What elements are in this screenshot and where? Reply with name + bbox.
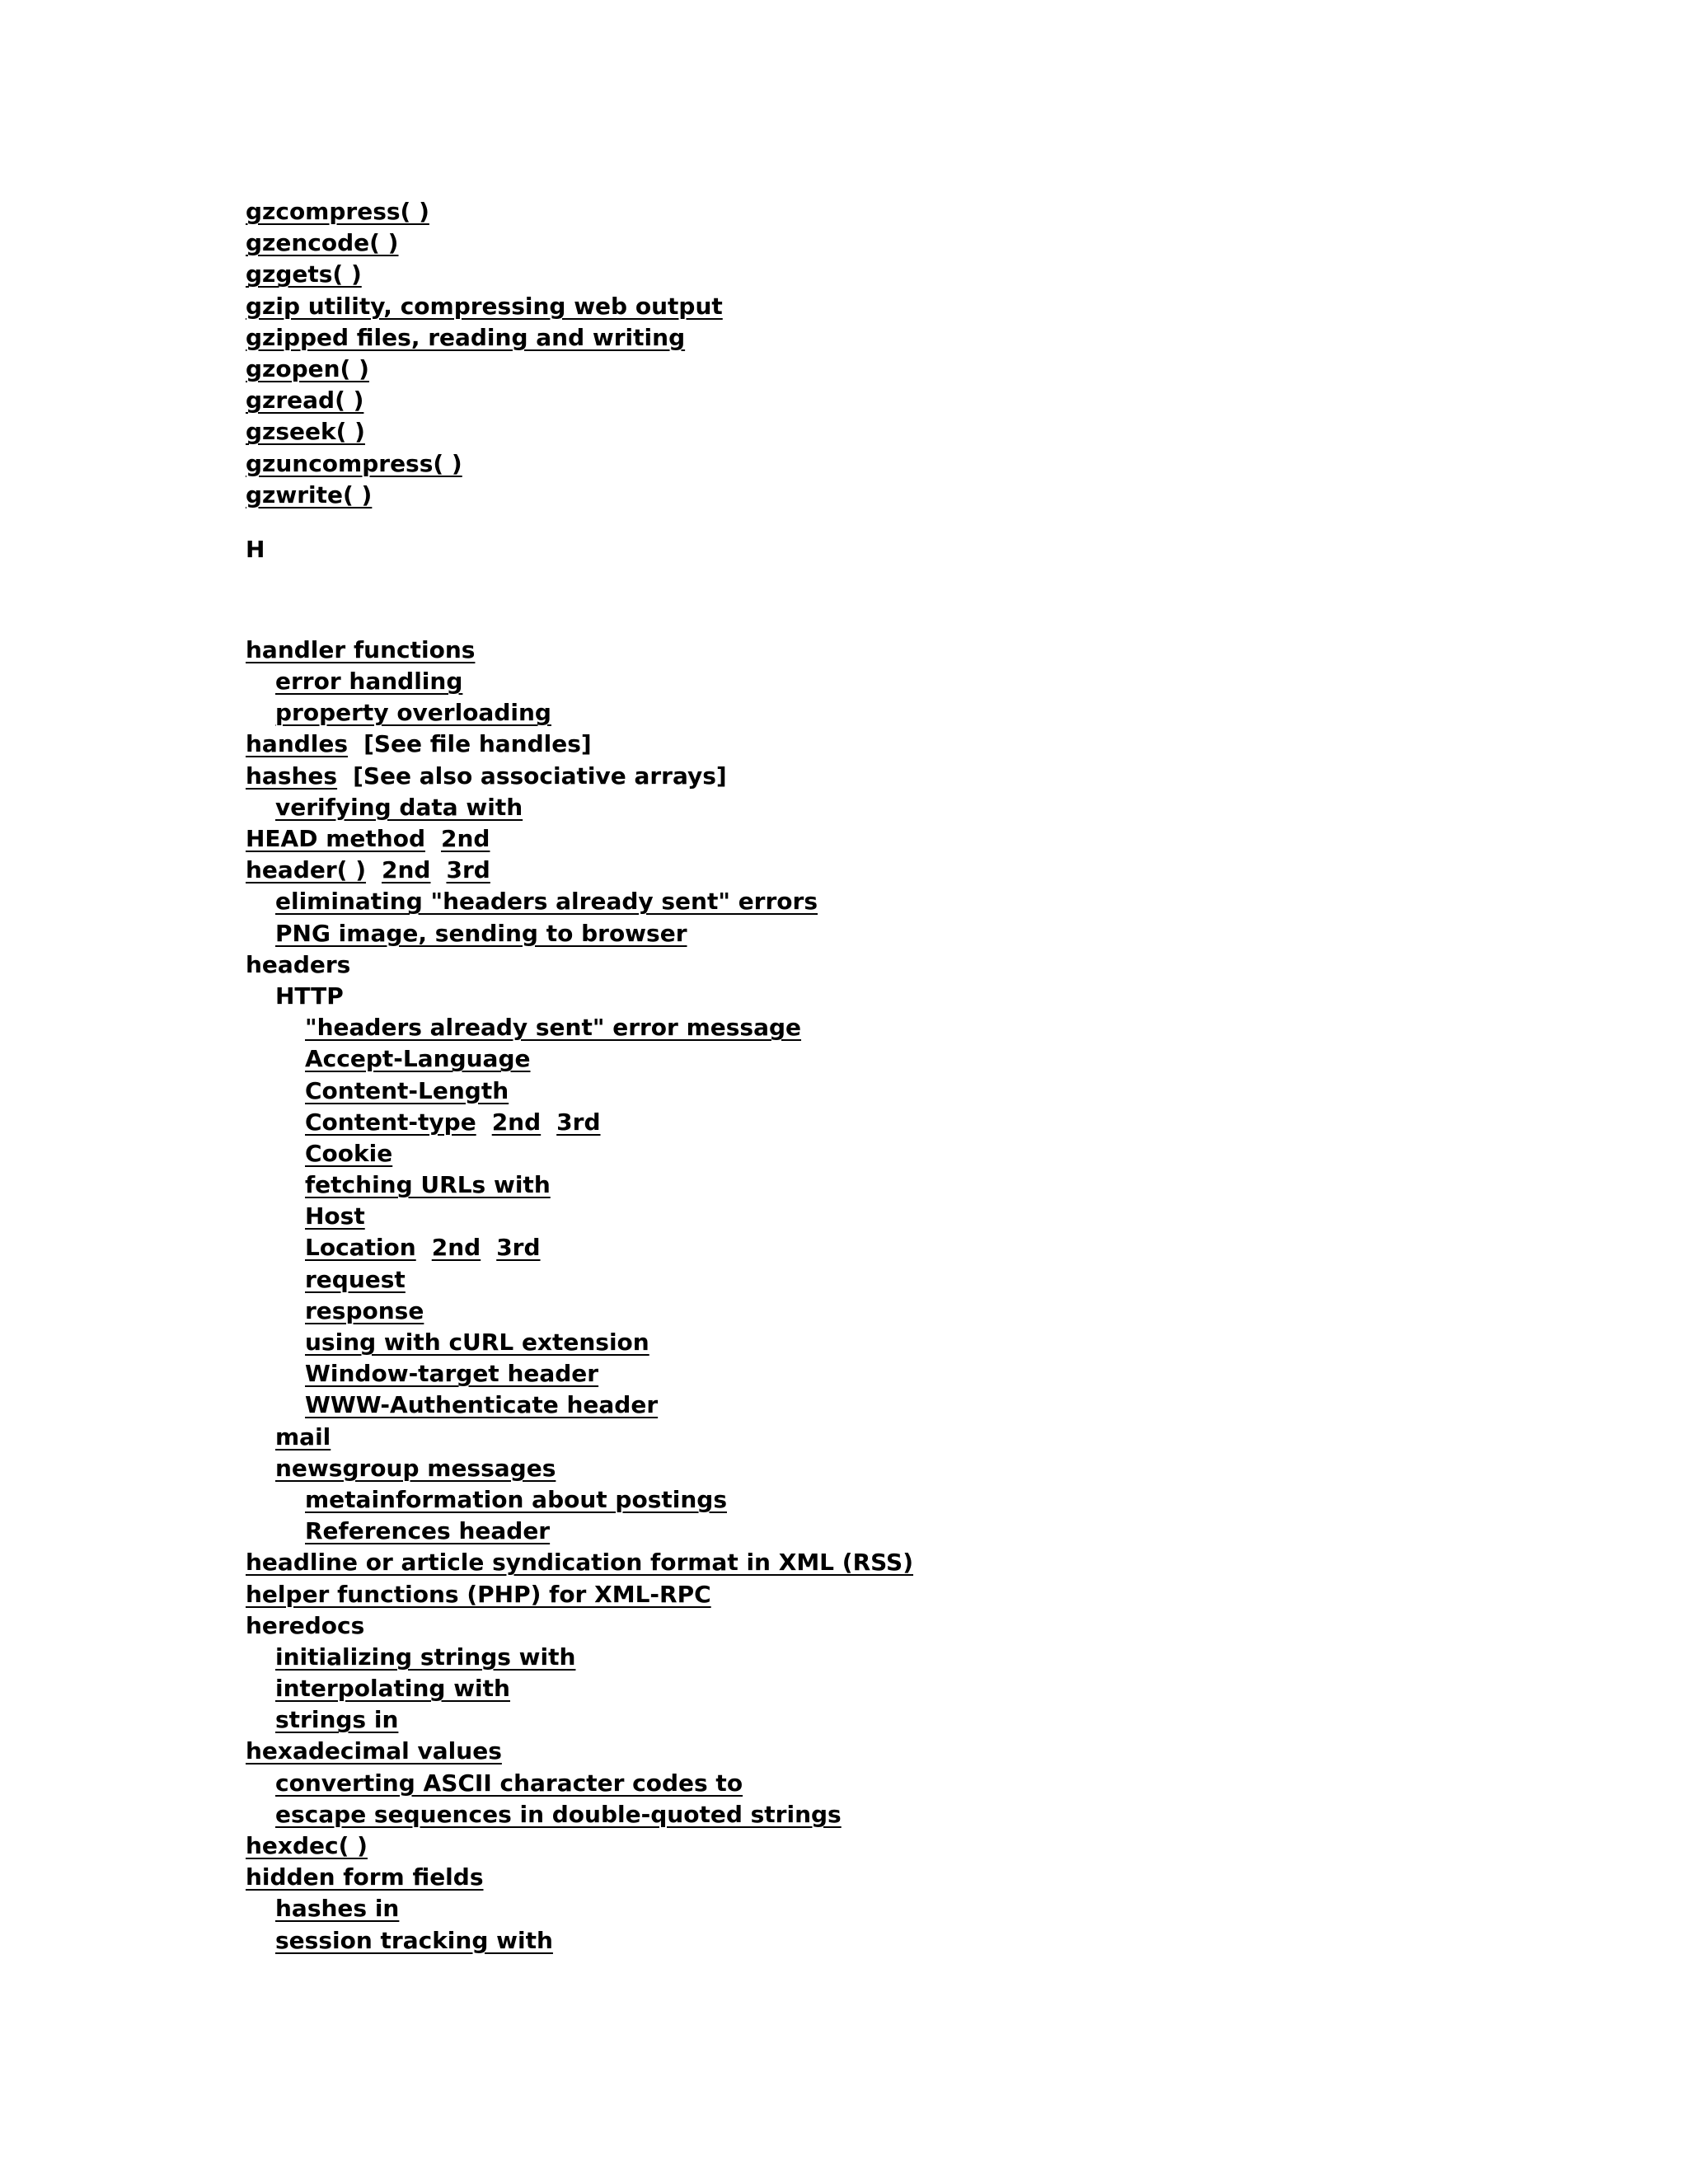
index-link-png-image-sending-to-browser[interactable]: PNG image, sending to browser <box>275 919 687 947</box>
index-link-www-authenticate-header[interactable]: WWW-Authenticate header <box>305 1391 659 1419</box>
index-entry <box>246 823 1647 855</box>
index-link-mail[interactable]: mail <box>275 1422 331 1451</box>
index-entry <box>246 259 1647 290</box>
index-link-verifying-data-with[interactable]: verifying data with <box>275 793 523 821</box>
index-link-cookie[interactable]: Cookie <box>305 1139 393 1167</box>
index-link-hexadecimal-values[interactable]: hexadecimal values <box>246 1737 502 1765</box>
index-list-h <box>246 635 1647 1957</box>
index-link-gzread[interactable]: gzread( ) <box>246 387 364 415</box>
index-link-location[interactable]: Location <box>305 1234 416 1262</box>
index-term-heredocs: heredocs <box>246 1611 365 1639</box>
index-entry <box>246 1453 1647 1484</box>
index-entry <box>246 1484 1647 1516</box>
index-link-newsgroup-messages[interactable]: newsgroup messages <box>275 1454 556 1482</box>
section-spacer <box>246 565 1647 635</box>
index-entry <box>246 1830 1647 1862</box>
index-entry <box>246 1358 1647 1390</box>
index-entry <box>246 196 1647 227</box>
occurrence-link-2nd[interactable]: 2nd <box>431 1234 481 1262</box>
index-entry <box>246 1736 1647 1767</box>
section-spacer <box>246 511 1647 534</box>
index-link-handler-functions[interactable]: handler functions <box>246 635 476 663</box>
index-link-converting-ascii-character-codes-to[interactable]: converting ASCII character codes to <box>275 1769 743 1797</box>
occurrence-link-3rd[interactable]: 3rd <box>556 1108 601 1136</box>
index-entry <box>246 981 1647 1012</box>
index-link-headers-already-sent-error-message[interactable]: "headers already sent" error message <box>305 1014 802 1042</box>
index-entry <box>246 480 1647 511</box>
index-entry <box>246 1893 1647 1924</box>
index-entry <box>246 729 1647 760</box>
index-link-hexdec[interactable]: hexdec( ) <box>246 1832 368 1859</box>
index-link-host[interactable]: Host <box>305 1202 365 1230</box>
index-entry <box>246 1925 1647 1957</box>
index-entry <box>246 1673 1647 1704</box>
index-entry <box>246 1138 1647 1169</box>
index-entry <box>246 385 1647 416</box>
index-entry <box>246 1012 1647 1043</box>
index-entry <box>246 855 1647 886</box>
index-entry <box>246 1201 1647 1232</box>
index-entry <box>246 322 1647 354</box>
index-entry <box>246 1799 1647 1830</box>
index-link-gzgets[interactable]: gzgets( ) <box>246 260 362 288</box>
index-link-metainformation-about-postings[interactable]: metainformation about postings <box>305 1485 727 1513</box>
index-link-session-tracking-with[interactable]: session tracking with <box>275 1926 553 1954</box>
index-link-request[interactable]: request <box>305 1265 406 1293</box>
index-link-property-overloading[interactable]: property overloading <box>275 699 551 727</box>
index-link-hashes[interactable]: hashes <box>246 762 338 790</box>
index-entry <box>246 1862 1647 1893</box>
index-entry <box>246 1327 1647 1358</box>
index-link-gzuncompress[interactable]: gzuncompress( ) <box>246 449 462 477</box>
index-entry <box>246 1642 1647 1673</box>
index-entry <box>246 227 1647 259</box>
index-link-gzip-utility-compressing-web-output[interactable]: gzip utility, compressing web output <box>246 292 723 320</box>
index-link-gzwrite[interactable]: gzwrite( ) <box>246 480 373 509</box>
index-link-hashes-in[interactable]: hashes in <box>275 1895 400 1923</box>
occurrence-link-3rd[interactable]: 3rd <box>496 1234 541 1262</box>
index-link-gzopen[interactable]: gzopen( ) <box>246 354 369 382</box>
index-list-g <box>246 196 1647 511</box>
index-entry <box>246 1264 1647 1296</box>
index-link-gzencode[interactable]: gzencode( ) <box>246 229 399 257</box>
index-link-window-target-header[interactable]: Window-target header <box>305 1360 599 1388</box>
occurrence-link-2nd[interactable]: 2nd <box>491 1108 542 1136</box>
index-link-error-handling[interactable]: error handling <box>275 668 463 696</box>
index-link-helper-functions-php-for-xml-rpc[interactable]: helper functions (PHP) for XML-RPC <box>246 1580 711 1608</box>
index-entry <box>246 635 1647 666</box>
occurrence-link-2nd[interactable]: 2nd <box>440 825 490 852</box>
index-link-hidden-form-fields[interactable]: hidden form fields <box>246 1863 484 1891</box>
index-link-gzipped-files-reading-and-writing[interactable]: gzipped files, reading and writing <box>246 323 686 351</box>
section-letter-heading: H <box>246 535 265 563</box>
index-entry <box>246 1547 1647 1578</box>
index-link-using-with-curl-extension[interactable]: using with cURL extension <box>305 1329 649 1356</box>
index-term-headers: headers <box>246 950 351 978</box>
index-link-interpolating-with[interactable]: interpolating with <box>275 1675 510 1703</box>
index-link-response[interactable]: response <box>305 1296 424 1324</box>
index-entry <box>246 1076 1647 1107</box>
index-link-content-type[interactable]: Content-type <box>305 1108 476 1136</box>
index-entry <box>246 792 1647 823</box>
index-entry <box>246 886 1647 917</box>
index-link-content-length[interactable]: Content-Length <box>305 1076 509 1104</box>
index-entry <box>246 1390 1647 1421</box>
index-link-headline-or-article-syndication-format-in-xml-rs[interactable]: headline or article syndication format in XML (RSS) <box>246 1549 914 1577</box>
index-entry <box>246 666 1647 697</box>
index-entry <box>246 1232 1647 1263</box>
occurrence-link-2nd[interactable]: 2nd <box>382 856 431 884</box>
index-entry <box>246 1579 1647 1610</box>
index-entry <box>246 416 1647 448</box>
index-link-gzseek[interactable]: gzseek( ) <box>246 418 365 446</box>
index-link-initializing-strings-with[interactable]: initializing strings with <box>275 1643 576 1671</box>
index-link-strings-in[interactable]: strings in <box>275 1706 399 1734</box>
index-link-header[interactable]: header( ) <box>246 856 367 884</box>
index-entry <box>246 1768 1647 1799</box>
occurrence-link-3rd[interactable]: 3rd <box>446 856 490 884</box>
index-entry <box>246 354 1647 385</box>
index-entry <box>246 697 1647 729</box>
index-link-head-method[interactable]: HEAD method <box>246 825 425 852</box>
index-link-escape-sequences-in-double-quoted-strings[interactable]: escape sequences in double-quoted strings <box>275 1800 842 1828</box>
index-link-accept-language[interactable]: Accept-Language <box>305 1045 531 1073</box>
cross-reference-note: [See file handles] <box>363 730 592 758</box>
index-entry <box>246 1516 1647 1547</box>
index-term-http: HTTP <box>275 982 344 1010</box>
index-entry <box>246 918 1647 949</box>
index-entry <box>246 448 1647 480</box>
index-entry <box>246 1296 1647 1327</box>
index-entry <box>246 1107 1647 1138</box>
index-link-gzcompress[interactable]: gzcompress( ) <box>246 198 429 225</box>
index-entry <box>246 1169 1647 1201</box>
index-entry <box>246 1422 1647 1453</box>
index-entry <box>246 761 1647 792</box>
index-page <box>246 196 1647 1957</box>
index-entry <box>246 949 1647 981</box>
index-entry <box>246 291 1647 322</box>
index-entry <box>246 1610 1647 1642</box>
index-link-fetching-urls-with[interactable]: fetching URLs with <box>305 1171 551 1199</box>
index-entry <box>246 1704 1647 1736</box>
index-link-references-header[interactable]: References header <box>305 1517 551 1545</box>
index-link-eliminating-headers-already-sent-errors[interactable]: eliminating "headers already sent" errors <box>275 888 818 916</box>
cross-reference-note: [See also associative arrays] <box>353 762 727 790</box>
index-entry <box>246 1043 1647 1075</box>
index-link-handles[interactable]: handles <box>246 730 349 758</box>
